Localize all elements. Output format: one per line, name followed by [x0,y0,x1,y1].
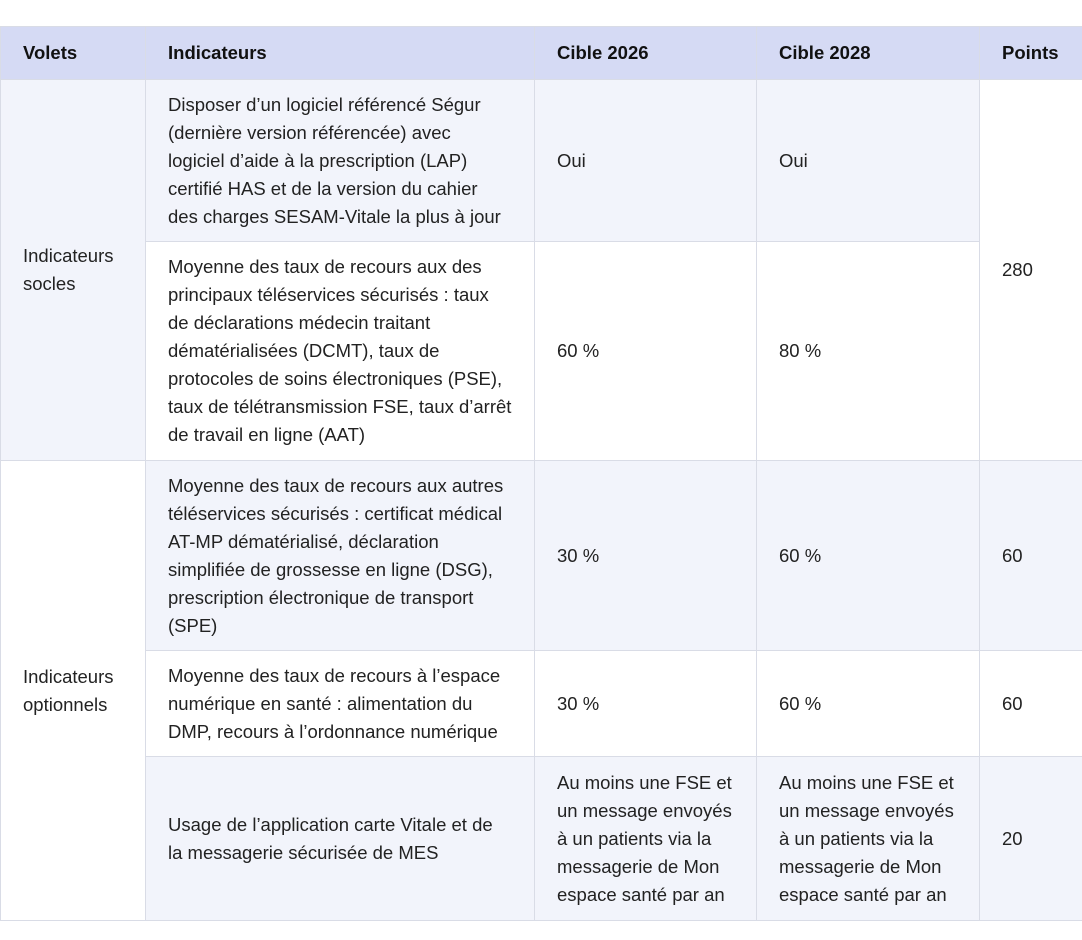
points-cell: 280 [980,80,1082,461]
table-row [1,757,1082,921]
volet-cell [1,80,146,461]
header-cible-2028: Cible 2028 [757,27,980,80]
table-header-row [1,27,1082,80]
cible-2026-cell: Au moins une FSE et un message envoyés à un patients via la messagerie de Mon espace santé par an [535,757,757,921]
indicateur-cell: Moyenne des taux de recours à l’espace numérique en santé : alimentation du DMP, recours à l’ordonnance numérique [146,651,535,757]
volet-cell [1,461,146,921]
points-cell: 60 [980,651,1082,757]
cible-2028-cell: 80 % [757,242,980,461]
cible-2028-cell: Oui [757,80,980,242]
header-indicateurs: Indicateurs [146,27,535,80]
cible-2028-cell: 60 % [757,651,980,757]
cible-2026-cell: 30 % [535,461,757,651]
points-cell: 60 [980,461,1082,651]
indicateur-cell: Moyenne des taux de recours aux des principaux téléservices sécurisés : taux de déclarations médecin traitant dématérialisées (DCMT), taux de protocoles de soins électroniques (PSE), taux de télétransmission FSE, taux d’arrêt de travail en ligne (AAT) [146,242,535,461]
cible-2028-cell: 60 % [757,461,980,651]
volet-label: Indicateurs socles [23,245,114,294]
indicateur-cell: Moyenne des taux de recours aux autres téléservices sécurisés : certificat médical AT-MP dématérialisé, déclaration simplifiée de grossesse en ligne (DSG), prescription électronique de transport (SPE) [146,461,535,651]
table-row [1,242,1082,461]
cible-2026-cell: Oui [535,80,757,242]
volet-label: Indicateurs optionnels [23,665,114,715]
table-row [1,651,1082,757]
cible-2028-cell: Au moins une FSE et un message envoyés à un patients via la messagerie de Mon espace santé par an [757,757,980,921]
points-cell: 20 [980,757,1082,921]
indicators-table [0,26,1082,921]
cible-2026-cell: 60 % [535,242,757,461]
header-points: Points [980,27,1082,80]
cible-2026-cell: 30 % [535,651,757,757]
indicateur-cell: Disposer d’un logiciel référencé Ségur (dernière version référencée) avec logiciel d’aide à la prescription (LAP) certifié HAS et de la version du cahier des charges SESAM-Vitale la plus à jour [146,80,535,242]
table-row [1,80,1082,242]
table-row [1,461,1082,651]
header-volets: Volets [1,27,146,80]
header-cible-2026: Cible 2026 [535,27,757,80]
indicateur-cell: Usage de l’application carte Vitale et de la messagerie sécurisée de MES [146,757,535,921]
